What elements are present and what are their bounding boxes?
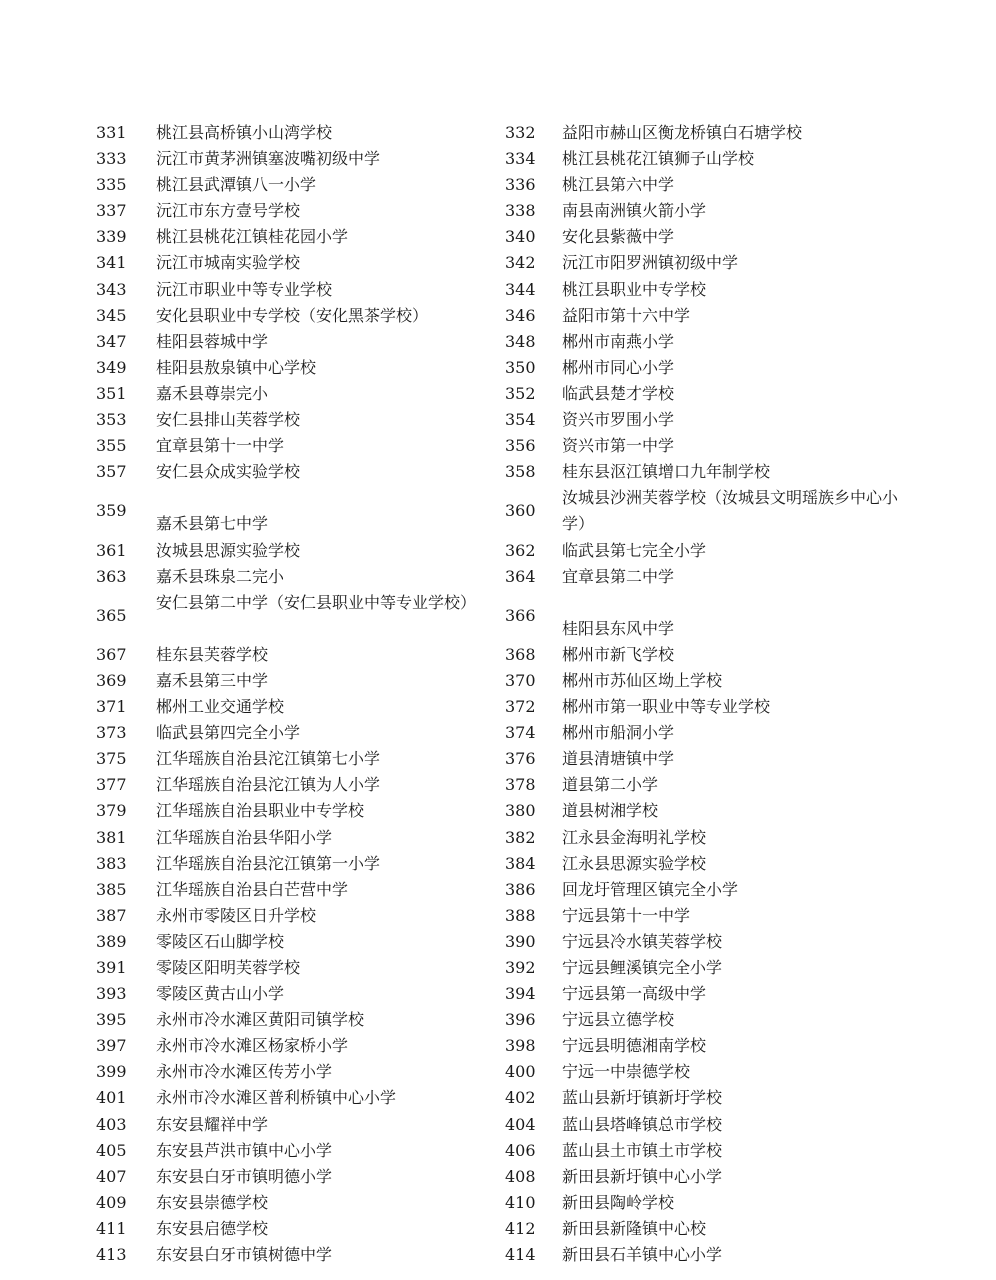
right-school-name: 益阳市赫山区衡龙桥镇白石塘学校: [562, 123, 803, 142]
right-school-name: 江永县金海明礼学校: [562, 827, 707, 847]
right-school-name: 郴州市同心小学: [562, 357, 675, 377]
left-school-name: 临武县第四完全小学: [156, 723, 301, 743]
left-number: 333: [96, 149, 127, 169]
left-school-name: 安化县职业中专学校（安化黑茶学校）: [156, 305, 429, 325]
right-school-name: 道县第二小学: [562, 775, 659, 795]
table-row: [0, 1242, 996, 1268]
left-school-name: 东安县白牙市镇明德小学: [156, 1166, 333, 1186]
right-school-name: 临武县楚才学校: [562, 383, 675, 403]
left-school-name: 零陵区阳明芙蓉学校: [156, 958, 301, 977]
left-school-name: 沅江市职业中等专业学校: [156, 279, 333, 299]
table-row: [0, 381, 996, 407]
table-row: [0, 642, 996, 668]
table-row: [0, 825, 996, 851]
left-school-name: 永州市零陵区日升学校: [156, 905, 317, 925]
right-number: 412: [505, 1218, 536, 1238]
left-number: 361: [96, 540, 127, 560]
left-school-name: 江华瑶族自治县职业中专学校: [156, 801, 365, 821]
left-number: 331: [96, 123, 127, 142]
table-row: [0, 903, 996, 929]
table-row: [0, 120, 996, 146]
table-row: [0, 564, 996, 590]
left-number: 375: [96, 749, 127, 769]
right-school-name: 新田县石羊镇中心小学: [562, 1245, 723, 1265]
right-school-name: 回龙圩管理区镇完全小学: [562, 879, 739, 899]
right-school-name: 蓝山县塔峰镇总市学校: [562, 1114, 723, 1134]
right-school-name: 郴州市新飞学校: [562, 644, 675, 664]
left-number: 365: [96, 605, 127, 625]
right-number: 402: [505, 1088, 536, 1108]
left-number: 351: [96, 383, 127, 403]
table-row: [0, 146, 996, 172]
left-number: 347: [96, 331, 127, 351]
right-number: 378: [505, 775, 536, 795]
right-number: 388: [505, 905, 536, 925]
table-row: [0, 277, 996, 303]
right-school-name: 南县南洲镇火箭小学: [562, 201, 707, 221]
left-number: 341: [96, 253, 127, 273]
left-school-name: 郴州工业交通学校: [156, 697, 285, 717]
left-number: 385: [96, 879, 127, 899]
right-number: 390: [505, 931, 536, 951]
left-school-name: 江华瑶族自治县沱江镇第一小学: [156, 853, 381, 873]
left-number: 339: [96, 227, 127, 247]
right-number: 400: [505, 1062, 536, 1082]
right-number: 364: [505, 566, 536, 586]
right-number: 408: [505, 1166, 536, 1186]
left-school-name: 东安县启德学校: [156, 1218, 269, 1238]
right-number: 340: [505, 227, 536, 247]
right-number: 372: [505, 697, 536, 717]
right-number: 376: [505, 749, 536, 769]
right-school-name: 蓝山县土市镇土市学校: [562, 1140, 723, 1160]
table-row: [0, 1164, 996, 1190]
left-school-name: 桂东县芙蓉学校: [156, 644, 269, 664]
right-number: 358: [505, 462, 536, 482]
left-number: 369: [96, 670, 127, 690]
left-number: 353: [96, 410, 127, 430]
left-school-name: 永州市冷水滩区杨家桥小学: [156, 1036, 349, 1056]
left-school-name: 沅江市东方壹号学校: [156, 201, 301, 221]
table-row: [0, 198, 996, 224]
right-number: 334: [505, 149, 536, 169]
left-number: 343: [96, 279, 127, 299]
left-number: 397: [96, 1036, 127, 1056]
left-school-name: 桃江县高桥镇小山湾学校: [156, 123, 333, 142]
left-school-name: 江华瑶族自治县华阳小学: [156, 827, 333, 847]
right-number: 346: [505, 305, 536, 325]
table-row: [0, 485, 996, 537]
right-school-name: 新田县新圩镇中心小学: [562, 1166, 723, 1186]
right-school-name: 蓝山县新圩镇新圩学校: [562, 1088, 723, 1108]
right-number: 370: [505, 670, 536, 690]
table-row: [0, 720, 996, 746]
right-school-name: 沅江市阳罗洲镇初级中学: [562, 253, 739, 273]
table-row: [0, 668, 996, 694]
left-school-name: 沅江市城南实验学校: [156, 253, 301, 273]
right-school-name: 郴州市船洞小学: [562, 723, 675, 743]
right-number: 342: [505, 253, 536, 273]
right-number: 386: [505, 879, 536, 899]
right-number: 374: [505, 723, 536, 743]
left-school-name: 永州市冷水滩区普利桥镇中心小学: [156, 1088, 397, 1108]
right-number: 354: [505, 410, 536, 430]
right-number: 348: [505, 331, 536, 351]
left-number: 409: [96, 1192, 127, 1212]
right-school-name: 汝城县沙洲芙蓉学校（汝城县文明瑶族乡中心小学）: [562, 488, 899, 534]
left-number: 349: [96, 357, 127, 377]
right-school-name: 道县树湘学校: [562, 801, 659, 821]
right-school-name: 郴州市南燕小学: [562, 331, 675, 351]
table-row: [0, 303, 996, 329]
table-row: [0, 1112, 996, 1138]
left-number: 357: [96, 462, 127, 482]
right-number: 350: [505, 357, 536, 377]
right-school-name: 江永县思源实验学校: [562, 853, 707, 873]
right-number: 398: [505, 1036, 536, 1056]
right-school-name: 道县清塘镇中学: [562, 749, 675, 769]
right-school-name: 桃江县桃花江镇狮子山学校: [562, 149, 755, 169]
right-number: 380: [505, 801, 536, 821]
table-row: [0, 250, 996, 276]
left-number: 337: [96, 201, 127, 221]
left-school-name: 东安县耀祥中学: [156, 1114, 269, 1134]
left-school-name: 永州市冷水滩区黄阳司镇学校: [156, 1010, 365, 1030]
left-number: 403: [96, 1114, 127, 1134]
right-school-name: 郴州市第一职业中等专业学校: [562, 697, 771, 717]
right-number: 362: [505, 540, 536, 560]
table-row: [0, 1059, 996, 1085]
table-row: [0, 1216, 996, 1242]
right-number: 366: [505, 605, 536, 625]
left-school-name: 桃江县武潭镇八一小学: [156, 175, 317, 195]
right-school-name: 宁远县第十一中学: [562, 905, 691, 925]
table-row: [0, 355, 996, 381]
right-school-name: 宁远县鲤溪镇完全小学: [562, 958, 723, 977]
right-school-name: 桂阳县东风中学: [562, 618, 675, 638]
right-school-name: 郴州市苏仙区坳上学校: [562, 670, 723, 690]
left-number: 335: [96, 175, 127, 195]
table-row: [0, 1085, 996, 1111]
table-row: [0, 981, 996, 1007]
table-row: [0, 1007, 996, 1033]
left-school-name: 东安县芦洪市镇中心小学: [156, 1140, 333, 1160]
right-school-name: 宁远县冷水镇芙蓉学校: [562, 931, 723, 951]
school-list-table: [0, 120, 996, 1268]
right-number: 368: [505, 644, 536, 664]
left-school-name: 安仁县排山芙蓉学校: [156, 410, 301, 430]
right-school-name: 桂东县沤江镇增口九年制学校: [562, 462, 771, 482]
table-row: [0, 172, 996, 198]
right-number: 414: [505, 1245, 536, 1265]
table-row: [0, 433, 996, 459]
left-school-name: 桂阳县蓉城中学: [156, 331, 269, 351]
table-row: [0, 955, 996, 981]
left-school-name: 江华瑶族自治县沱江镇为人小学: [156, 775, 381, 795]
right-school-name: 宁远一中崇德学校: [562, 1062, 691, 1082]
right-number: 406: [505, 1140, 536, 1160]
left-school-name: 东安县崇德学校: [156, 1192, 269, 1212]
table-row: [0, 1033, 996, 1059]
left-school-name: 永州市冷水滩区传芳小学: [156, 1062, 333, 1082]
table-row: [0, 459, 996, 485]
right-number: 332: [505, 123, 536, 142]
left-school-name: 江华瑶族自治县白芒营中学: [156, 879, 349, 899]
right-number: 344: [505, 279, 536, 299]
right-school-name: 安化县紫薇中学: [562, 227, 675, 247]
left-school-name: 桂阳县敖泉镇中心学校: [156, 357, 317, 377]
right-school-name: 桃江县第六中学: [562, 175, 675, 195]
left-school-name: 江华瑶族自治县沱江镇第七小学: [156, 749, 381, 769]
left-number: 393: [96, 984, 127, 1004]
left-school-name: 汝城县思源实验学校: [156, 540, 301, 560]
right-school-name: 资兴市第一中学: [562, 436, 675, 456]
left-school-name: 零陵区黄古山小学: [156, 984, 285, 1004]
table-row: [0, 329, 996, 355]
left-school-name: 桃江县桃花江镇桂花园小学: [156, 227, 349, 247]
right-school-name: 临武县第七完全小学: [562, 540, 707, 560]
right-number: 396: [505, 1010, 536, 1030]
left-number: 413: [96, 1245, 127, 1265]
table-row: [0, 224, 996, 250]
left-number: 389: [96, 931, 127, 951]
table-row: [0, 877, 996, 903]
left-school-name: 东安县白牙市镇树德中学: [156, 1245, 333, 1265]
left-number: 391: [96, 958, 127, 977]
table-row: [0, 746, 996, 772]
left-school-name: 嘉禾县第三中学: [156, 670, 269, 690]
right-school-name: 资兴市罗围小学: [562, 410, 675, 430]
left-number: 363: [96, 566, 127, 586]
left-school-name: 安仁县众成实验学校: [156, 462, 301, 482]
right-school-name: 宁远县明德湘南学校: [562, 1036, 707, 1056]
right-school-name: 宁远县第一高级中学: [562, 984, 707, 1004]
right-school-name: 宜章县第二中学: [562, 566, 675, 586]
left-school-name: 嘉禾县尊崇完小: [156, 383, 269, 403]
right-number: 352: [505, 383, 536, 403]
right-number: 356: [505, 436, 536, 456]
table-row: [0, 929, 996, 955]
left-number: 355: [96, 436, 127, 456]
left-school-name: 沅江市黄茅洲镇塞波嘴初级中学: [156, 149, 381, 169]
right-school-name: 新田县陶岭学校: [562, 1192, 675, 1212]
right-school-name: 桃江县职业中专学校: [562, 279, 707, 299]
right-number: 392: [505, 958, 536, 977]
left-school-name: 零陵区石山脚学校: [156, 931, 285, 951]
left-number: 411: [96, 1218, 127, 1238]
table-row: [0, 772, 996, 798]
right-number: 394: [505, 984, 536, 1004]
right-school-name: 益阳市第十六中学: [562, 305, 691, 325]
right-number: 384: [505, 853, 536, 873]
left-number: 367: [96, 644, 127, 664]
left-number: 399: [96, 1062, 127, 1082]
right-number: 336: [505, 175, 536, 195]
left-number: 405: [96, 1140, 127, 1160]
right-number: 338: [505, 201, 536, 221]
left-number: 373: [96, 723, 127, 743]
left-number: 383: [96, 853, 127, 873]
left-number: 381: [96, 827, 127, 847]
right-number: 382: [505, 827, 536, 847]
left-number: 345: [96, 305, 127, 325]
left-number: 387: [96, 905, 127, 925]
right-number: 360: [505, 501, 536, 521]
table-row: [0, 590, 996, 642]
table-row: [0, 694, 996, 720]
left-number: 401: [96, 1088, 127, 1108]
right-number: 410: [505, 1192, 536, 1212]
table-row: [0, 538, 996, 564]
table-row: [0, 1138, 996, 1164]
right-number: 404: [505, 1114, 536, 1134]
left-number: 377: [96, 775, 127, 795]
left-school-name: 嘉禾县珠泉二完小: [156, 566, 285, 586]
left-school-name: 嘉禾县第七中学: [156, 514, 269, 534]
table-row: [0, 1190, 996, 1216]
table-row: [0, 851, 996, 877]
right-school-name: 新田县新隆镇中心校: [562, 1218, 707, 1238]
left-number: 371: [96, 697, 127, 717]
left-school-name: 宜章县第十一中学: [156, 436, 285, 456]
table-row: [0, 407, 996, 433]
right-school-name: 宁远县立德学校: [562, 1010, 675, 1030]
left-school-name: 安仁县第二中学（安仁县职业中等专业学校）: [156, 592, 477, 612]
left-number: 379: [96, 801, 127, 821]
left-number: 395: [96, 1010, 127, 1030]
left-number: 359: [96, 501, 127, 521]
left-number: 407: [96, 1166, 127, 1186]
table-row: [0, 798, 996, 824]
